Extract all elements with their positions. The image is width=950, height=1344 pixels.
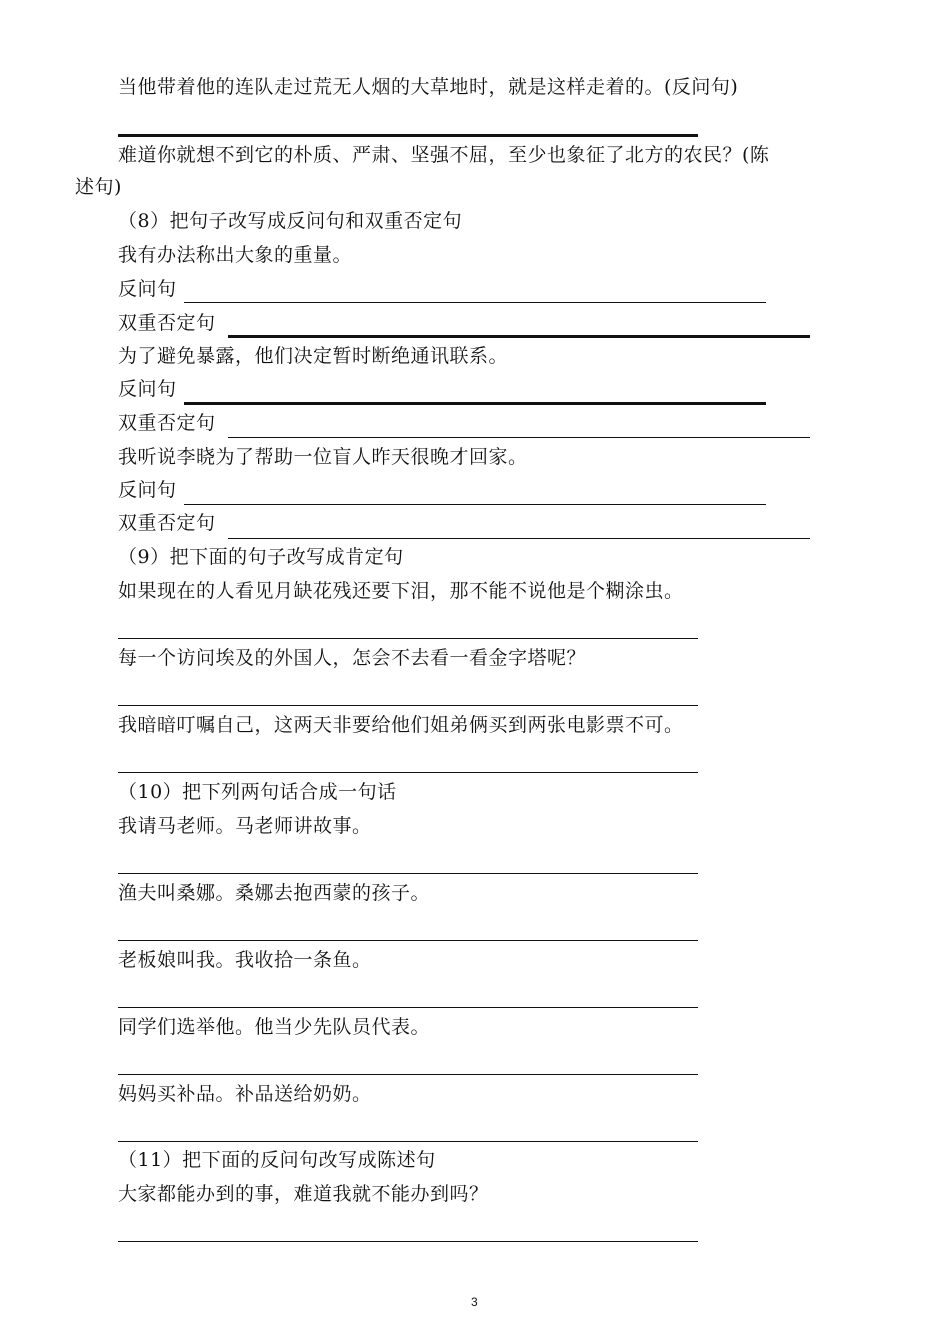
- s8-question-2: 为了避免暴露，他们决定暂时断绝通讯联系。: [118, 345, 509, 367]
- rhetorical-label: 反问句: [118, 479, 177, 501]
- answer-line[interactable]: [118, 772, 698, 773]
- answer-line[interactable]: [118, 638, 698, 639]
- answer-line[interactable]: [184, 302, 766, 303]
- answer-line[interactable]: [118, 1241, 698, 1242]
- answer-line[interactable]: [228, 538, 810, 539]
- s10-question-3: 老板娘叫我。我收拾一条鱼。: [118, 949, 372, 971]
- double-negative-label: 双重否定句: [118, 512, 216, 534]
- rhetorical-label: 反问句: [118, 378, 177, 400]
- section-11-heading: （11）把下面的反问句改写成陈述句: [118, 1149, 436, 1171]
- s10-question-4: 同学们选举他。他当少先队员代表。: [118, 1016, 431, 1038]
- double-negative-label: 双重否定句: [118, 312, 216, 334]
- section-8-heading: （8）把句子改写成反问句和双重否定句: [118, 210, 463, 232]
- s8-question-1: 我有办法称出大象的重量。: [118, 244, 353, 266]
- section-10-heading: （10）把下列两句话合成一句话: [118, 781, 397, 803]
- s9-question-2: 每一个访问埃及的外国人，怎会不去看一看金字塔呢？: [118, 647, 587, 669]
- sentence-2-cont: 述句): [75, 176, 122, 198]
- page-number: 3: [471, 1295, 478, 1309]
- answer-line[interactable]: [184, 504, 766, 505]
- sentence-1: 当他带着他的连队走过荒无人烟的大草地时，就是这样走着的。(反问句): [118, 76, 739, 98]
- answer-line[interactable]: [228, 437, 810, 438]
- answer-line[interactable]: [118, 134, 698, 137]
- answer-line[interactable]: [118, 705, 698, 706]
- s9-question-1: 如果现在的人看见月缺花残还要下泪，那不能不说他是个糊涂虫。: [118, 580, 684, 602]
- s10-question-2: 渔夫叫桑娜。桑娜去抱西蒙的孩子。: [118, 882, 431, 904]
- section-9-heading: （9）把下面的句子改写成肯定句: [118, 546, 404, 568]
- s10-question-5: 妈妈买补品。补品送给奶奶。: [118, 1083, 372, 1105]
- answer-line[interactable]: [228, 335, 810, 338]
- answer-line[interactable]: [184, 402, 766, 405]
- s11-question-1: 大家都能办到的事，难道我就不能办到吗？: [118, 1183, 489, 1205]
- answer-line[interactable]: [118, 1141, 698, 1142]
- answer-line[interactable]: [118, 1074, 698, 1075]
- s9-question-3: 我暗暗叮嘱自己，这两天非要给他们姐弟俩买到两张电影票不可。: [118, 714, 684, 736]
- answer-line[interactable]: [118, 1007, 698, 1008]
- sentence-2: 难道你就想不到它的朴质、严肃、坚强不屈，至少也象征了北方的农民？(陈: [118, 144, 770, 166]
- answer-line[interactable]: [118, 940, 698, 941]
- double-negative-label: 双重否定句: [118, 412, 216, 434]
- answer-line[interactable]: [118, 873, 698, 874]
- s10-question-1: 我请马老师。马老师讲故事。: [118, 815, 372, 837]
- s8-question-3: 我听说李晓为了帮助一位盲人昨天很晚才回家。: [118, 446, 528, 468]
- rhetorical-label: 反问句: [118, 278, 177, 300]
